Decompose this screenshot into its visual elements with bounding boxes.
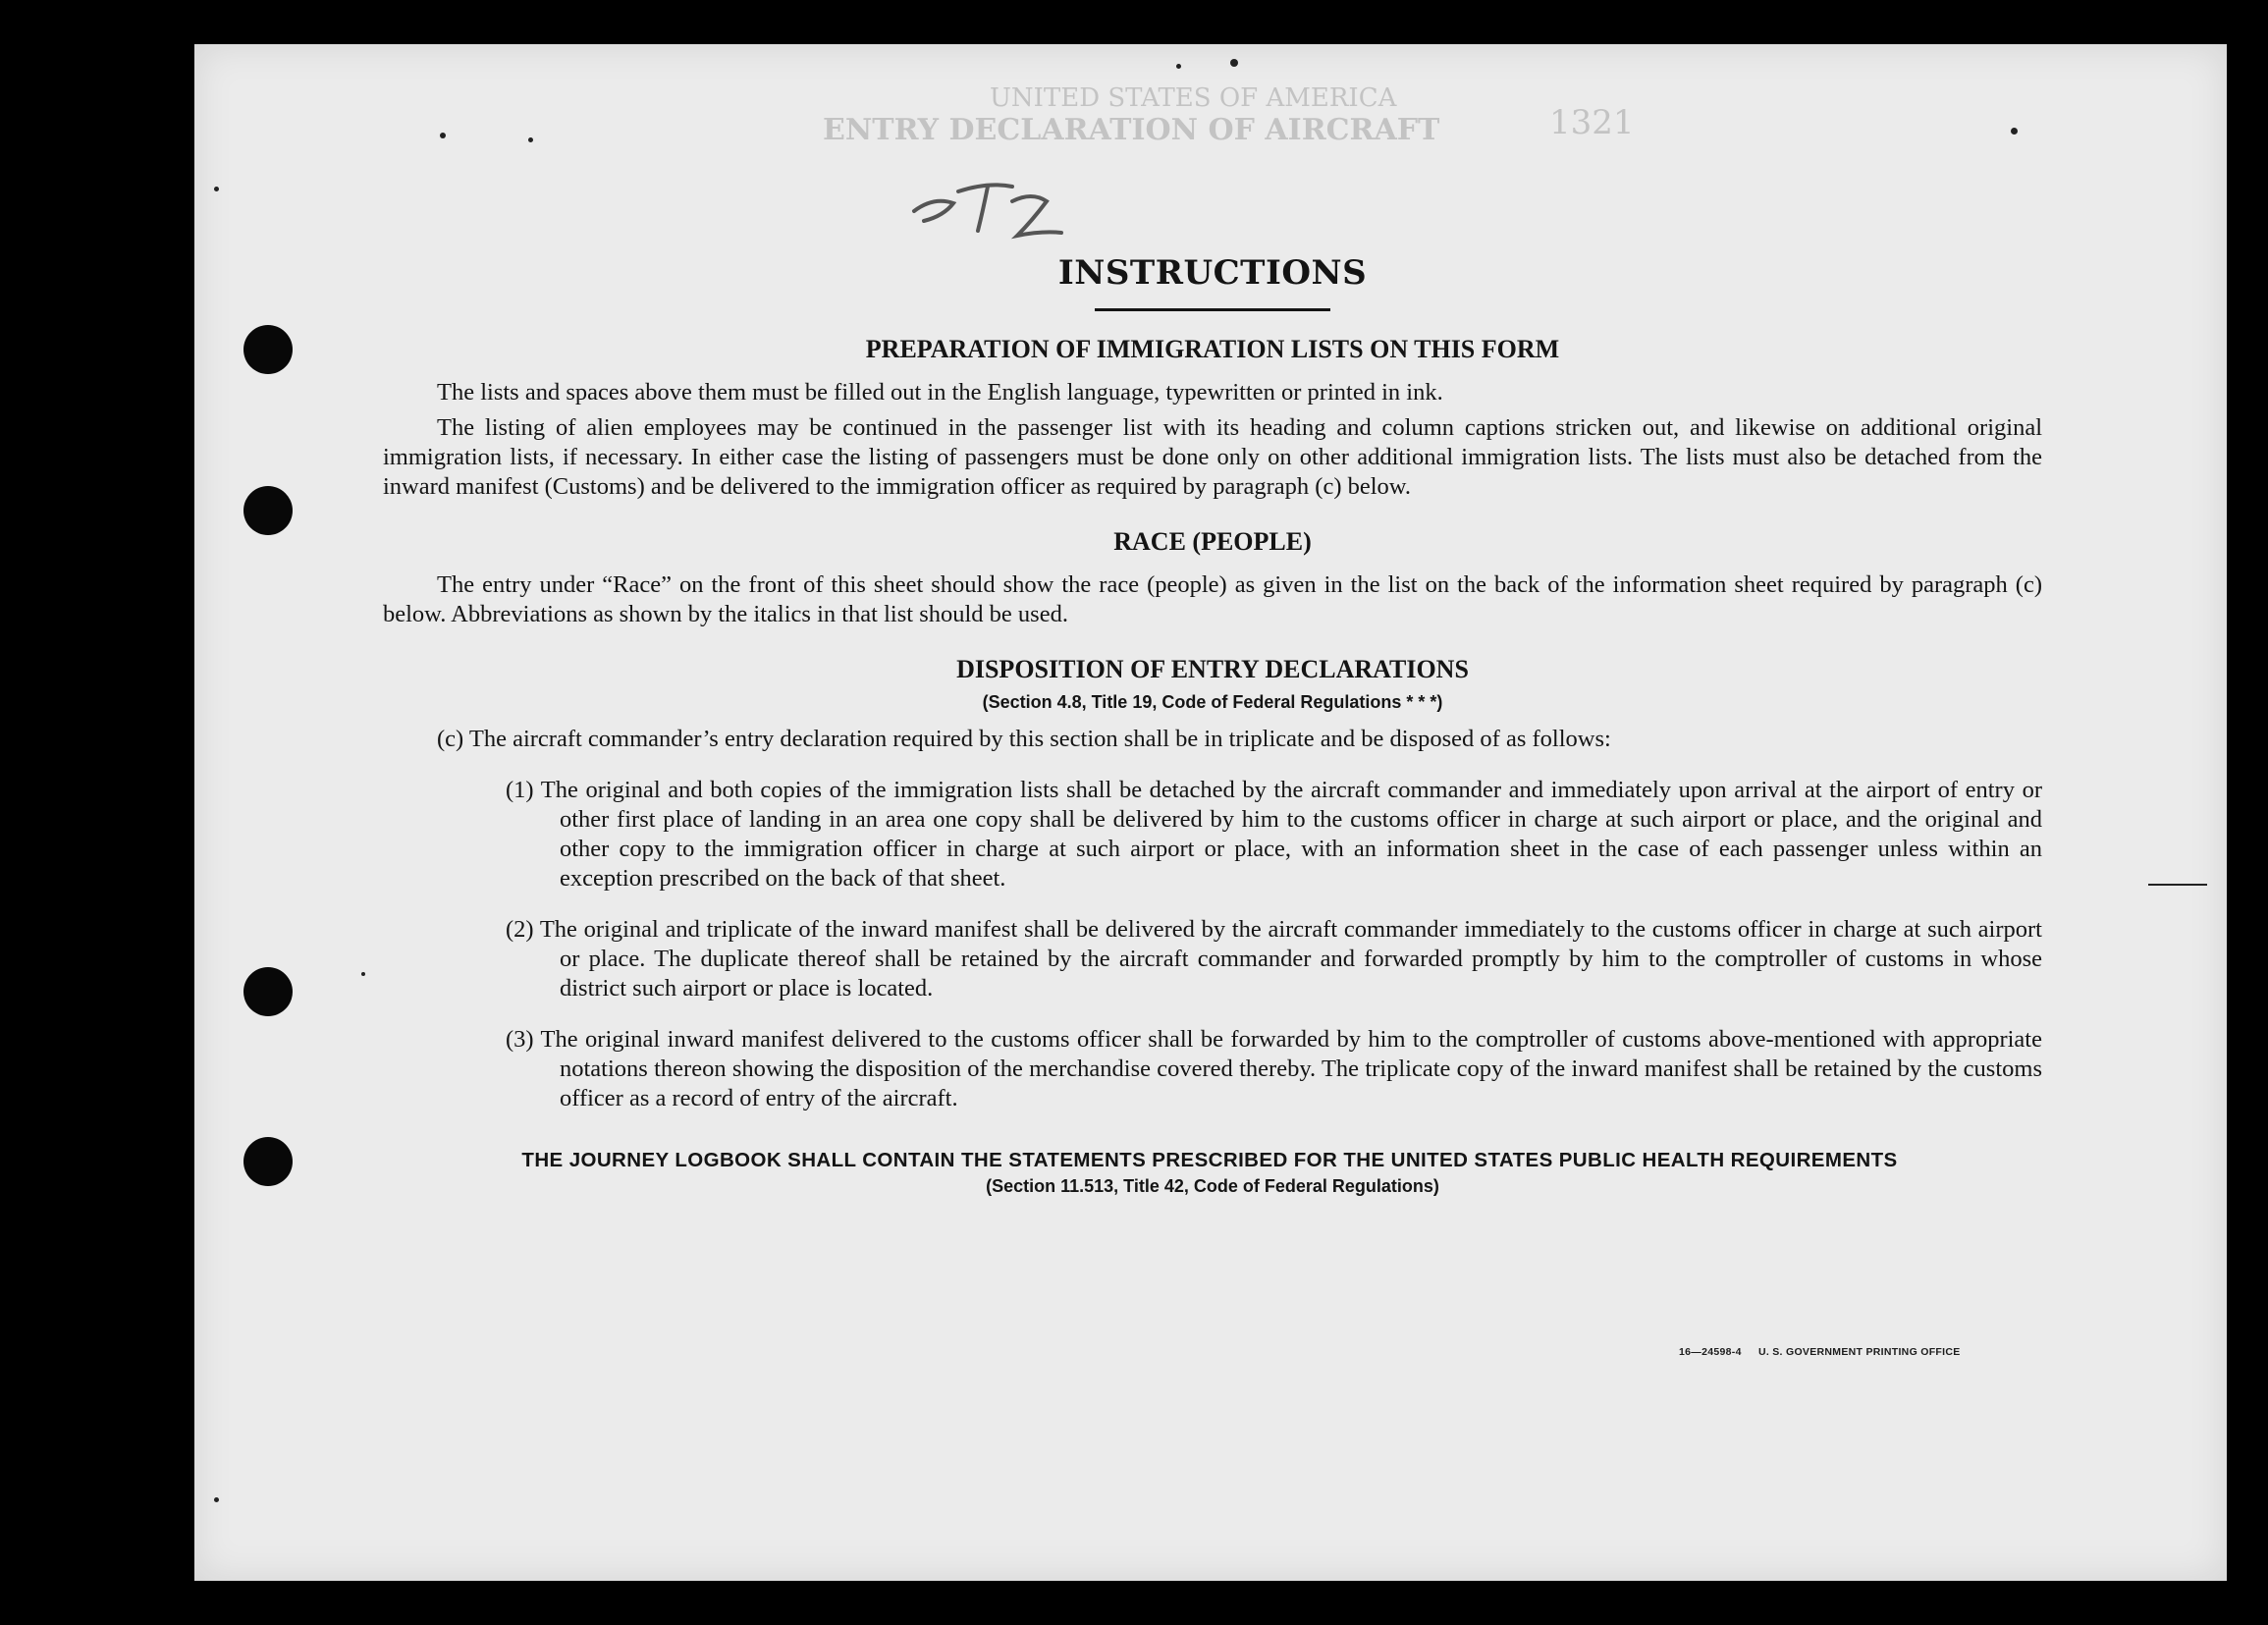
paragraph: The lists and spaces above them must be filled out in the English language, typewritten or printed in ink.	[437, 379, 1443, 406]
bleed-through-text: ENTRY DECLARATION OF AIRCRAFT	[823, 113, 1440, 147]
section-heading-disposition: DISPOSITION OF ENTRY DECLARATIONS	[956, 655, 1469, 683]
footer-statement: THE JOURNEY LOGBOOK SHALL CONTAIN THE STATEMENTS PRESCRIBED FOR THE UNITED STATES PUBLIC HEALTH REQUIREMENTS	[521, 1149, 1898, 1171]
binder-hole	[243, 325, 293, 374]
scan-speck	[1176, 64, 1181, 69]
list-item: (3) The original inward manifest delivered to the customs officer shall be forwarded by him to the comptroller of customs above-mentioned with appropriate notations thereon showing the disposition of the merchandise covered thereby. The triplicate copy of the inward manifest shall be retained by the customs officer as a record of entry of the aircraft.	[506, 1026, 2042, 1111]
scan-speck	[2011, 128, 2018, 135]
scan-speck	[214, 187, 219, 191]
printer-code: 16—24598-4	[1679, 1346, 1742, 1358]
scan-speck	[2148, 884, 2207, 886]
section-heading-race: RACE (PEOPLE)	[1113, 527, 1312, 556]
paragraph: The entry under “Race” on the front of this sheet should show the race (people) as given in the list on the back of the information sheet required by paragraph (c) below. Abbreviations as shown by the italics in that list should be used.	[383, 571, 2042, 627]
scan-speck	[440, 133, 446, 138]
list-item: (1) The original and both copies of the immigration lists shall be detached by the aircraft commander and immediately upon arrival at the airport of entry or other first place of landing in an area one copy shall be delivered by him to the customs officer in charge at such airport or place, and the original and other copy to the immigration officer in charge at such airport or place, with an information sheet in the case of each passenger unless within an exception prescribed on the back of that sheet.	[506, 777, 2042, 892]
binder-hole	[243, 1137, 293, 1186]
scan-speck	[214, 1497, 219, 1502]
instructions-body	[383, 253, 2042, 1197]
handwritten-mark	[904, 142, 1071, 260]
paragraph-c: (c) The aircraft commander’s entry declaration required by this section shall be in triplicate and be disposed of as follows:	[437, 726, 1611, 752]
page-title: INSTRUCTIONS	[1057, 253, 1368, 293]
title-underline	[1095, 308, 1330, 311]
scan-speck	[528, 137, 533, 142]
printer-imprint	[1679, 1346, 1961, 1358]
paragraph: The listing of alien employees may be continued in the passenger list with its heading and column captions stricken out, and likewise on additional original immigration lists, if necessary. In either case the listing of passengers must be done only on other additional immigration lists. The lists must also be detached from the inward manifest (Customs) and be delivered to the immigration officer as required by paragraph (c) below.	[383, 414, 2042, 500]
scan-speck	[1230, 59, 1238, 67]
scan-speck	[361, 972, 365, 976]
list-item: (2) The original and triplicate of the inward manifest shall be delivered by the aircraft commander immediately to the customs officer in charge at such airport or place. The duplicate thereof shall be retained by the aircraft commander and forwarded promptly by him to the comptroller of customs in whose district such airport or place is located.	[506, 916, 2042, 1002]
bleed-through-text: 1321	[1549, 103, 1635, 142]
binder-hole	[243, 967, 293, 1016]
printer-name: U. S. GOVERNMENT PRINTING OFFICE	[1757, 1346, 1961, 1358]
binder-hole	[243, 486, 293, 535]
section-citation: (Section 4.8, Title 19, Code of Federal Regulations * * *)	[982, 692, 1443, 712]
bleed-through-text: UNITED STATES OF AMERICA	[990, 83, 1397, 113]
section-heading-preparation: PREPARATION OF IMMIGRATION LISTS ON THIS FORM	[865, 335, 1560, 363]
footer-citation: (Section 11.513, Title 42, Code of Federal Regulations)	[986, 1176, 1439, 1196]
